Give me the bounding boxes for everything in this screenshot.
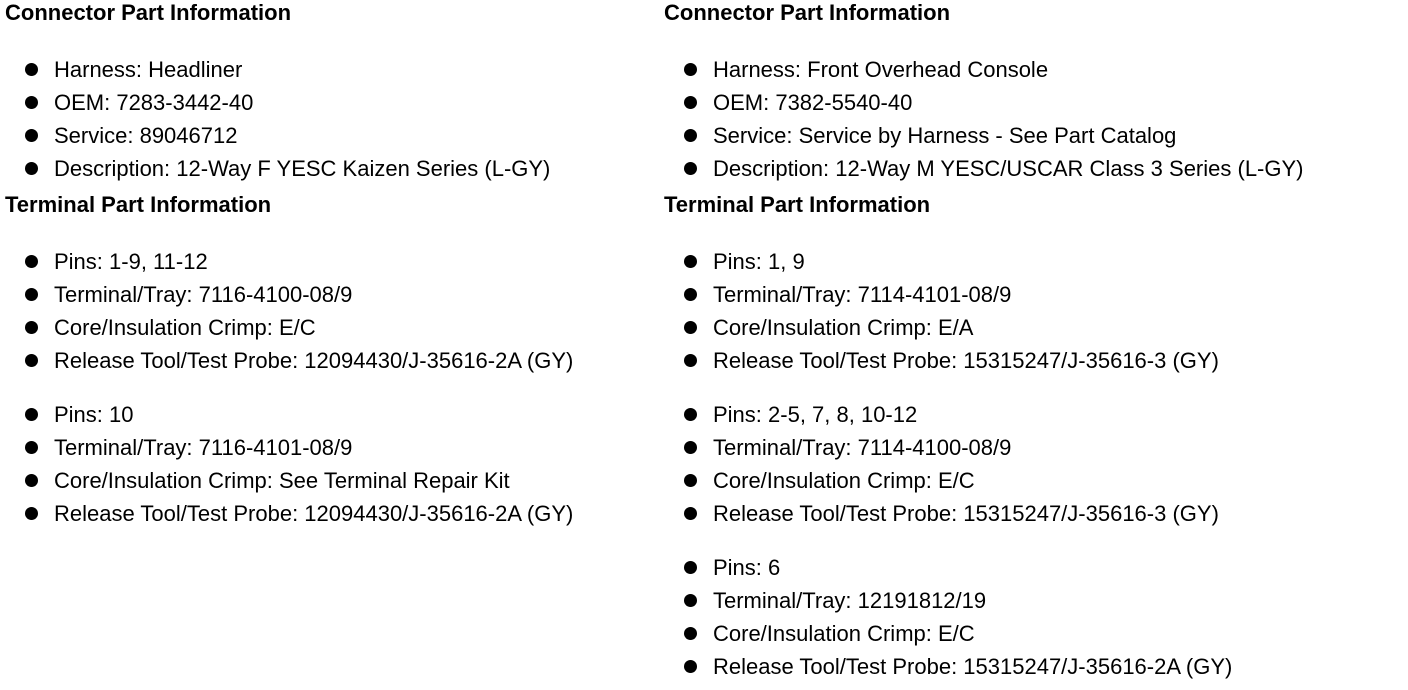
bullet-icon [25,507,38,520]
bullet-icon [25,162,38,175]
item-text: Core/Insulation Crimp: E/C [54,315,316,340]
terminal-group [664,245,1404,377]
list-item [664,278,1404,311]
bullet-icon [25,63,38,76]
bullet-icon [25,255,38,268]
item-text: Core/Insulation Crimp: E/C [713,468,975,493]
bullet-icon [25,96,38,109]
item-text: Harness: Headliner [54,57,243,82]
item-text: OEM: 7382-5540-40 [713,90,913,115]
bullet-icon [25,474,38,487]
bullet-icon [25,321,38,334]
item-text: Harness: Front Overhead Console [713,57,1049,82]
list-item [5,53,655,86]
list-item [664,650,1404,683]
list-item [5,311,655,344]
list-item [5,278,655,311]
list-item [664,497,1404,530]
item-text: Service: Service by Harness - See Part Catalog [713,123,1177,148]
connector-heading: Connector Part Information [664,0,951,25]
bullet-icon [684,627,697,640]
list-item [664,344,1404,377]
item-text: Release Tool/Test Probe: 15315247/J-35616-2A (GY) [713,654,1233,679]
item-text: Pins: 10 [54,402,134,427]
list-item [5,86,655,119]
item-text: Pins: 2-5, 7, 8, 10-12 [713,402,918,427]
item-text: Terminal/Tray: 12191812/19 [713,588,987,613]
item-text: OEM: 7283-3442-40 [54,90,254,115]
list-item [664,617,1404,650]
bullet-icon [684,594,697,607]
bullet-icon [684,288,697,301]
item-text: Terminal/Tray: 7116-4100-08/9 [54,282,353,307]
bullet-icon [25,441,38,454]
list-item [5,497,655,530]
item-text: Pins: 1-9, 11-12 [54,249,208,274]
item-text: Terminal/Tray: 7114-4100-08/9 [713,435,1012,460]
list-item [664,245,1404,278]
bullet-icon [684,321,697,334]
bullet-icon [684,660,697,673]
list-item [5,119,655,152]
item-text: Release Tool/Test Probe: 15315247/J-35616-3 (GY) [713,348,1219,373]
bullet-icon [684,507,697,520]
connector-heading: Connector Part Information [5,0,292,25]
item-text: Release Tool/Test Probe: 12094430/J-35616-2A (GY) [54,348,574,373]
list-item [664,398,1404,431]
bullet-icon [684,354,697,367]
list-item [664,464,1404,497]
bullet-icon [684,474,697,487]
terminal-group [664,398,1404,530]
terminal-heading: Terminal Part Information [5,192,272,217]
bullet-icon [25,354,38,367]
bullet-icon [684,96,697,109]
bullet-icon [25,129,38,142]
list-item [664,119,1404,152]
bullet-icon [25,288,38,301]
bullet-icon [684,441,697,454]
item-text: Core/Insulation Crimp: E/A [713,315,974,340]
list-item [5,431,655,464]
item-text: Terminal/Tray: 7116-4101-08/9 [54,435,353,460]
bullet-icon [684,255,697,268]
list-item [5,152,655,185]
terminal-heading: Terminal Part Information [664,192,931,217]
list-item [664,311,1404,344]
terminal-group [664,551,1404,683]
item-text: Release Tool/Test Probe: 15315247/J-35616-3 (GY) [713,501,1219,526]
item-text: Release Tool/Test Probe: 12094430/J-35616-2A (GY) [54,501,574,526]
list-item [664,86,1404,119]
bullet-icon [684,162,697,175]
right-column [664,0,1404,683]
list-item [5,464,655,497]
item-text: Description: 12-Way F YESC Kaizen Series (L-GY) [54,156,551,181]
list-item [664,152,1404,185]
item-text: Terminal/Tray: 7114-4101-08/9 [713,282,1012,307]
left-column [5,0,655,530]
bullet-icon [684,408,697,421]
item-text: Pins: 6 [713,555,781,580]
list-item [664,53,1404,86]
bullet-icon [684,63,697,76]
list-item [664,551,1404,584]
list-item [5,245,655,278]
bullet-icon [25,408,38,421]
list-item [5,398,655,431]
item-text: Description: 12-Way M YESC/USCAR Class 3 Series (L-GY) [713,156,1304,181]
item-text: Core/Insulation Crimp: See Terminal Repair Kit [54,468,510,493]
item-text: Pins: 1, 9 [713,249,805,274]
connector-list [664,53,1404,185]
bullet-icon [684,129,697,142]
item-text: Service: 89046712 [54,123,238,148]
connector-list [5,53,655,185]
terminal-group [5,245,655,377]
item-text: Core/Insulation Crimp: E/C [713,621,975,646]
terminal-group [5,398,655,530]
list-item [664,431,1404,464]
list-item [664,584,1404,617]
bullet-icon [684,561,697,574]
list-item [5,344,655,377]
